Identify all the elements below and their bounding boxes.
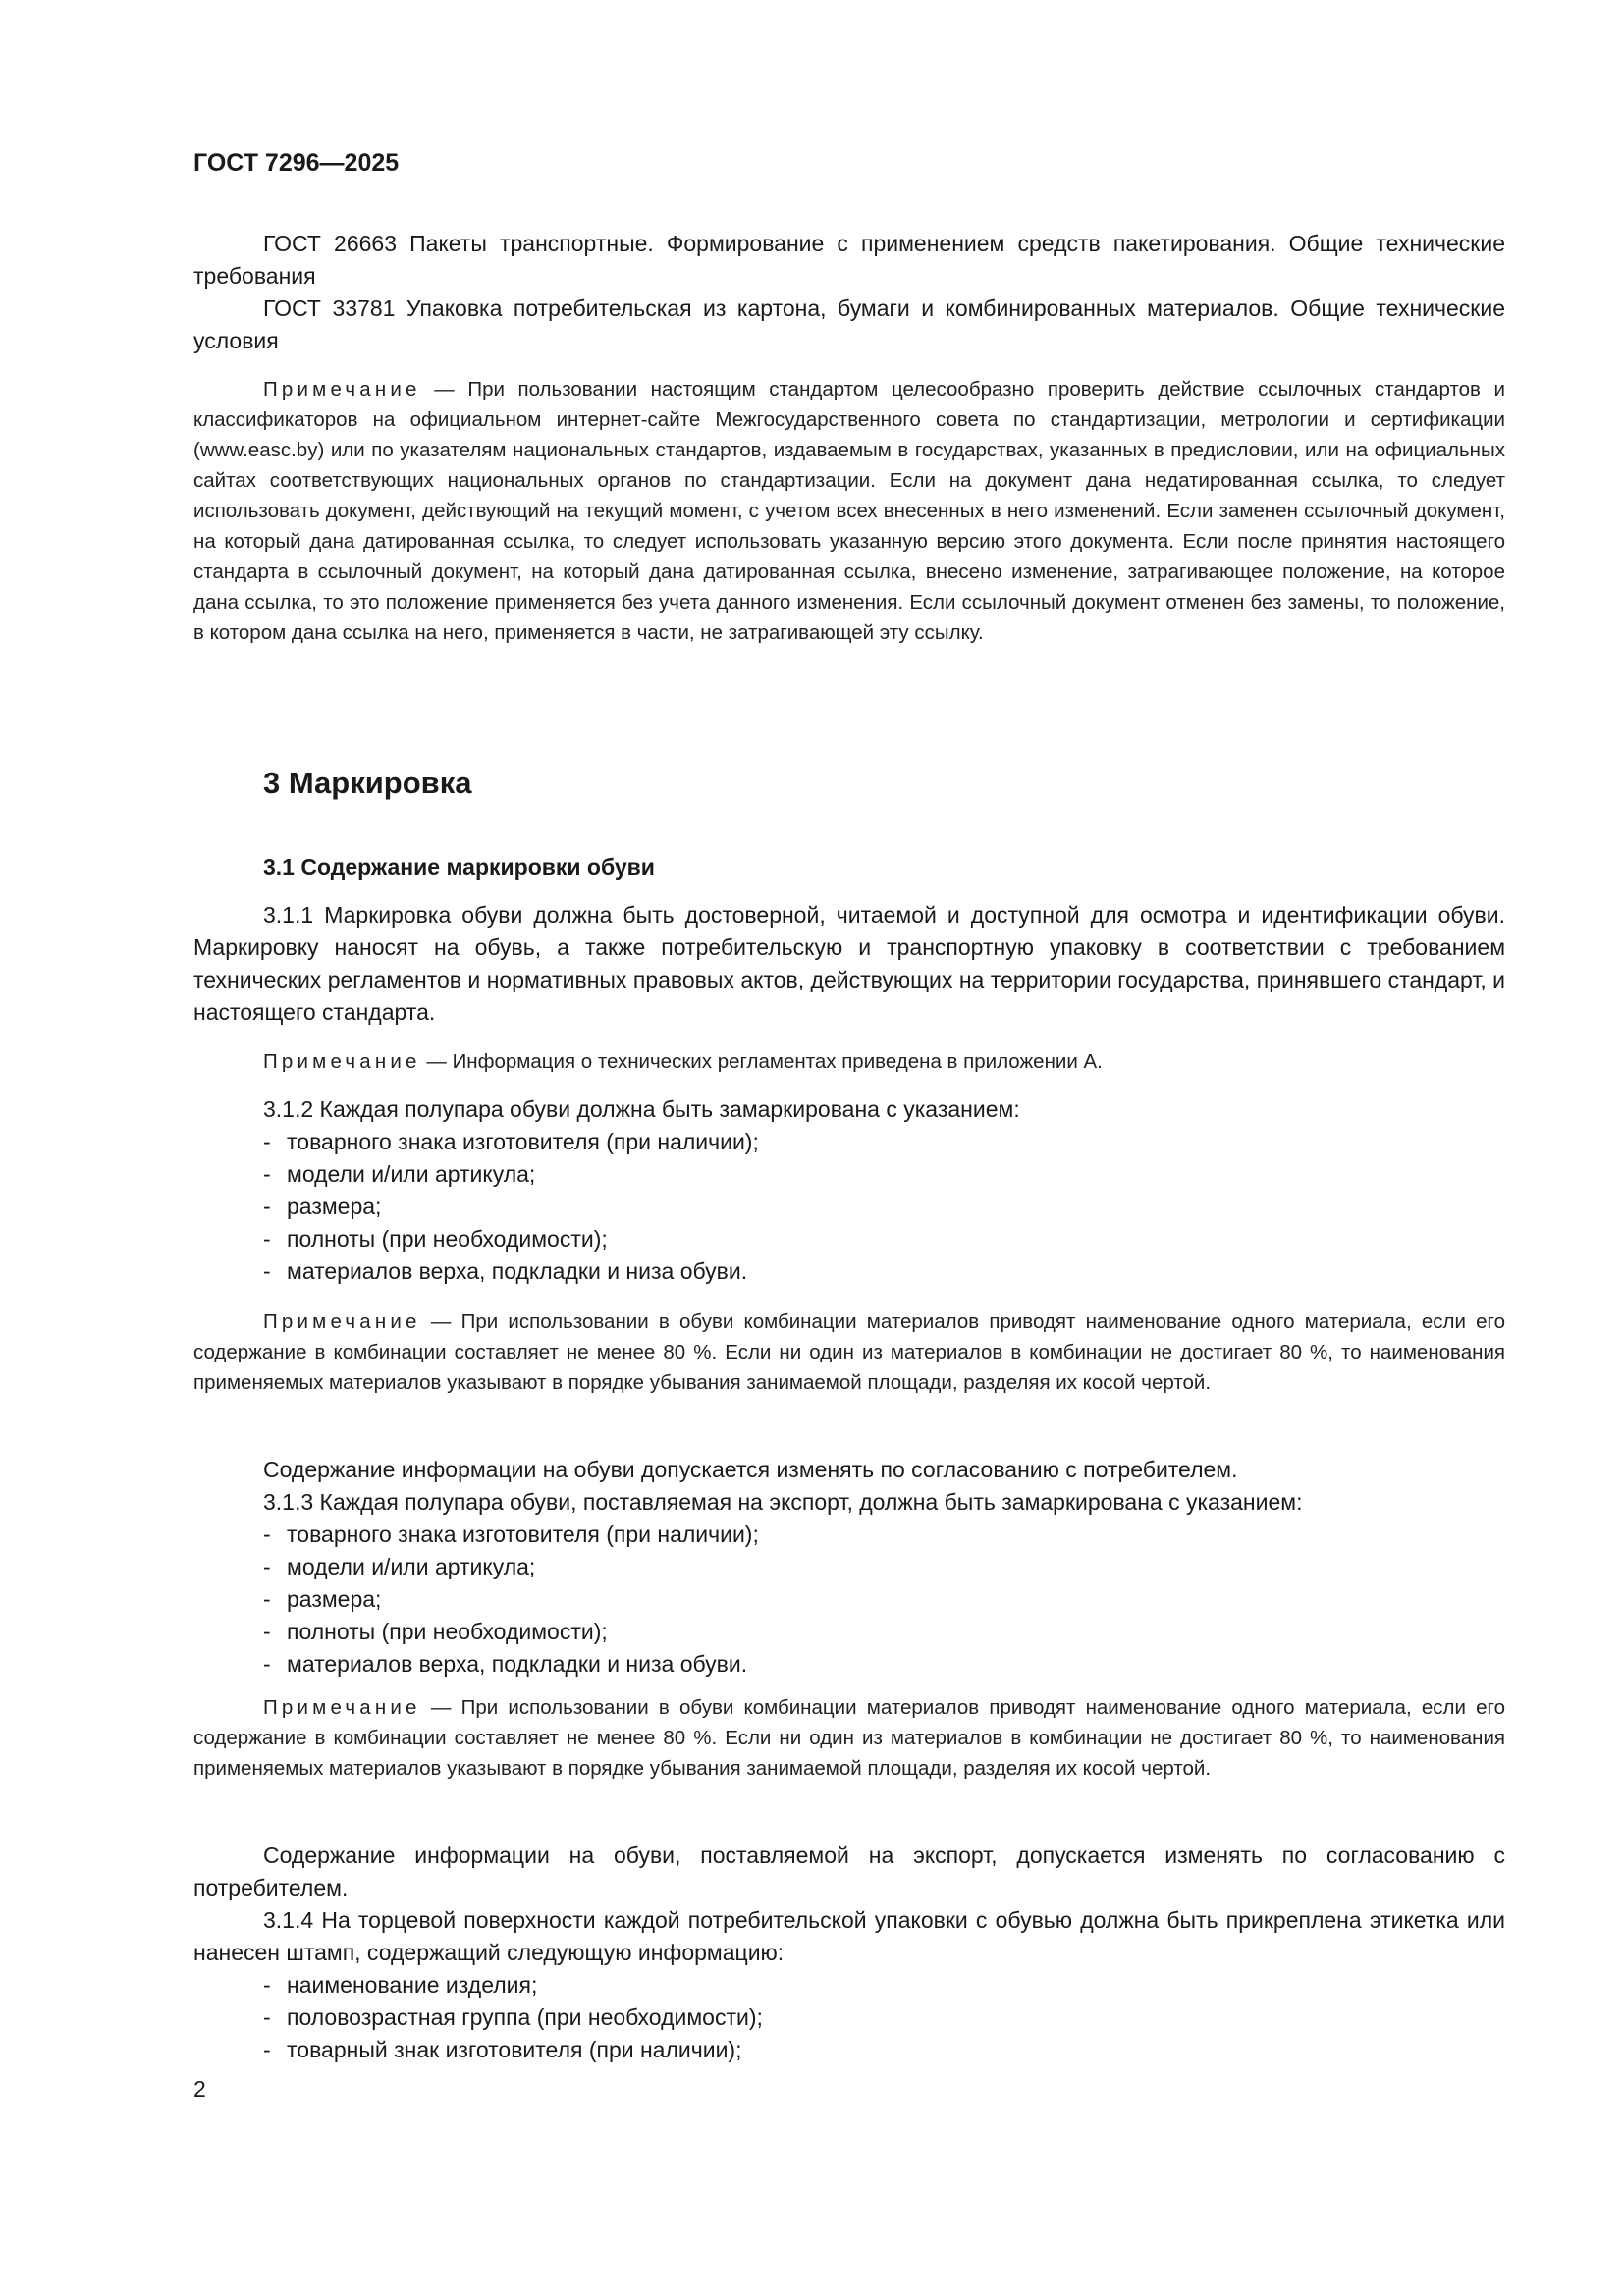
- note-label: Примечание: [263, 378, 421, 400]
- package-label-list: [193, 1969, 1505, 2066]
- reference-item: ГОСТ 33781 Упаковка потребительская из картона, бумаги и комбинированных материалов. Общие технические условия: [193, 295, 1505, 353]
- references-list: [193, 228, 1505, 357]
- marking-list: [193, 1126, 1505, 1288]
- note-dash: —: [420, 1050, 453, 1073]
- clause-3-1-4: [193, 1840, 1505, 2066]
- note-label: Примечание: [263, 1310, 421, 1333]
- list-item: - полноты (при необходимости);: [193, 1223, 1505, 1255]
- clause-text: 3.1.4 На торцевой поверхности каждой потребительской упаковки с обувью должна быть прикреплена этикетка или нанесен штамп, содержащий следующую информацию:: [193, 1907, 1505, 1965]
- list-marker: -: [263, 1161, 271, 1187]
- list-item: - товарный знак изготовителя (при наличии);: [193, 2034, 1505, 2066]
- list-item: - половозрастная группа (при необходимости);: [193, 2002, 1505, 2034]
- list-item: - размера;: [193, 1191, 1505, 1223]
- list-marker: -: [263, 1226, 271, 1252]
- page-number: 2: [193, 2076, 206, 2102]
- clause-text: Содержание информации на обуви допускается изменять по согласованию с потребителем.: [263, 1457, 1238, 1482]
- note-dash: —: [420, 1310, 461, 1333]
- list-marker: -: [263, 1586, 271, 1612]
- clause-text: Содержание информации на обуви, поставляемой на экспорт, допускается изменять по согласованию с потребителем.: [193, 1842, 1505, 1900]
- note-label: Примечание: [263, 1050, 421, 1073]
- list-item: - полноты (при необходимости);: [193, 1616, 1505, 1648]
- clause-3-1-3: [193, 1454, 1505, 1681]
- document-header: ГОСТ 7296—2025: [193, 149, 400, 177]
- list-item: - материалов верха, подкладки и низа обуви.: [193, 1255, 1505, 1288]
- list-marker: -: [263, 2037, 271, 2062]
- list-item: - модели и/или артикула;: [193, 1551, 1505, 1583]
- subsection-heading: 3.1 Содержание маркировки обуви: [263, 854, 655, 880]
- clause-text: 3.1.1 Маркировка обуви должна быть достоверной, читаемой и доступной для осмотра и идентификации обуви. Маркировку наносят на обувь, а также потребительскую и транспортную упаковку в соответствии с требованием технических регламентов и нормативных правовых актов, действующих на территории государства, принявшего стандарт, и настоящего стандарта.: [193, 902, 1505, 1025]
- list-item: - товарного знака изготовителя (при наличии);: [193, 1126, 1505, 1158]
- note-label: Примечание: [263, 1696, 421, 1719]
- note-text: При пользовании настоящим стандартом целесообразно проверить действие ссылочных стандартов и классификаторов на официальном интернет-сайте Межгосударственного совета по стандартизации, метрологии и сертификации (www.easc.by) или по указателям национальных стандартов, издаваемым в государствах, указанных в предисловии, или на официальных сайтах соответствующих национальных органов по стандартизации. Если на документ дана недатированная ссылка, то следует использовать документ, действующий на текущий момент, с учетом всех внесенных в него изменений. Если заменен ссылочный документ, на который дана датированная ссылка, то следует использовать указанную версию этого документа. Если после принятия настоящего стандарта в ссылочный документ, на который дана датированная ссылка, внесено изменение, затрагивающее положение, на которое дана ссылка, то это положение применяется без учета данного изменения. Если ссылочный документ отменен без замены, то положение, в котором дана ссылка на него, применяется в части, не затрагивающей эту ссылку.: [193, 378, 1505, 644]
- list-item: - модели и/или артикула;: [193, 1158, 1505, 1191]
- note-text: При использовании в обуви комбинации материалов приводят наименование одного материала, если его содержание в комбинации составляет не менее 80 %. Если ни один из материалов в комбинации не достигает 80 %, то наименования применяемых материалов указывают в порядке убывания занимаемой площади, разделяя их косой чертой.: [193, 1310, 1505, 1394]
- note-text: Информация о технических регламентах приведена в приложении А.: [452, 1050, 1103, 1073]
- list-item: - товарного знака изготовителя (при наличии);: [193, 1519, 1505, 1551]
- export-marking-list: [193, 1519, 1505, 1681]
- clause-text: 3.1.3 Каждая полупара обуви, поставляемая на экспорт, должна быть замаркирована с указанием:: [263, 1489, 1303, 1515]
- clause-text: 3.1.2 Каждая полупара обуви должна быть замаркирована с указанием:: [263, 1096, 1020, 1122]
- list-marker: -: [263, 1619, 271, 1644]
- list-item: - материалов верха, подкладки и низа обуви.: [193, 1648, 1505, 1681]
- note-text: При использовании в обуви комбинации материалов приводят наименование одного материала, если его содержание в комбинации составляет не менее 80 %. Если ни один из материалов в комбинации не достигает 80 %, то наименования применяемых материалов указывают в порядке убывания занимаемой площади, разделяя их косой чертой.: [193, 1696, 1505, 1780]
- note-3-1-2: [193, 1307, 1505, 1398]
- note-3-1-3: [193, 1692, 1505, 1784]
- references-note: [193, 374, 1505, 648]
- list-marker: -: [263, 1554, 271, 1579]
- note-dash: —: [420, 1696, 461, 1719]
- clause-3-1-1: [193, 899, 1505, 1029]
- list-marker: -: [263, 1972, 271, 1998]
- note-dash: —: [420, 378, 468, 400]
- note-3-1-1: [193, 1046, 1505, 1077]
- list-marker: -: [263, 1522, 271, 1547]
- list-marker: -: [263, 1651, 271, 1677]
- clause-3-1-2: [193, 1094, 1505, 1288]
- list-marker: -: [263, 2004, 271, 2030]
- list-marker: -: [263, 1258, 271, 1284]
- list-marker: -: [263, 1194, 271, 1219]
- list-marker: -: [263, 1129, 271, 1154]
- list-item: - наименование изделия;: [193, 1969, 1505, 2002]
- list-item: - размера;: [193, 1583, 1505, 1616]
- section-heading: 3 Маркировка: [263, 766, 472, 800]
- reference-item: ГОСТ 26663 Пакеты транспортные. Формирование с применением средств пакетирования. Общие технические требования: [193, 231, 1505, 289]
